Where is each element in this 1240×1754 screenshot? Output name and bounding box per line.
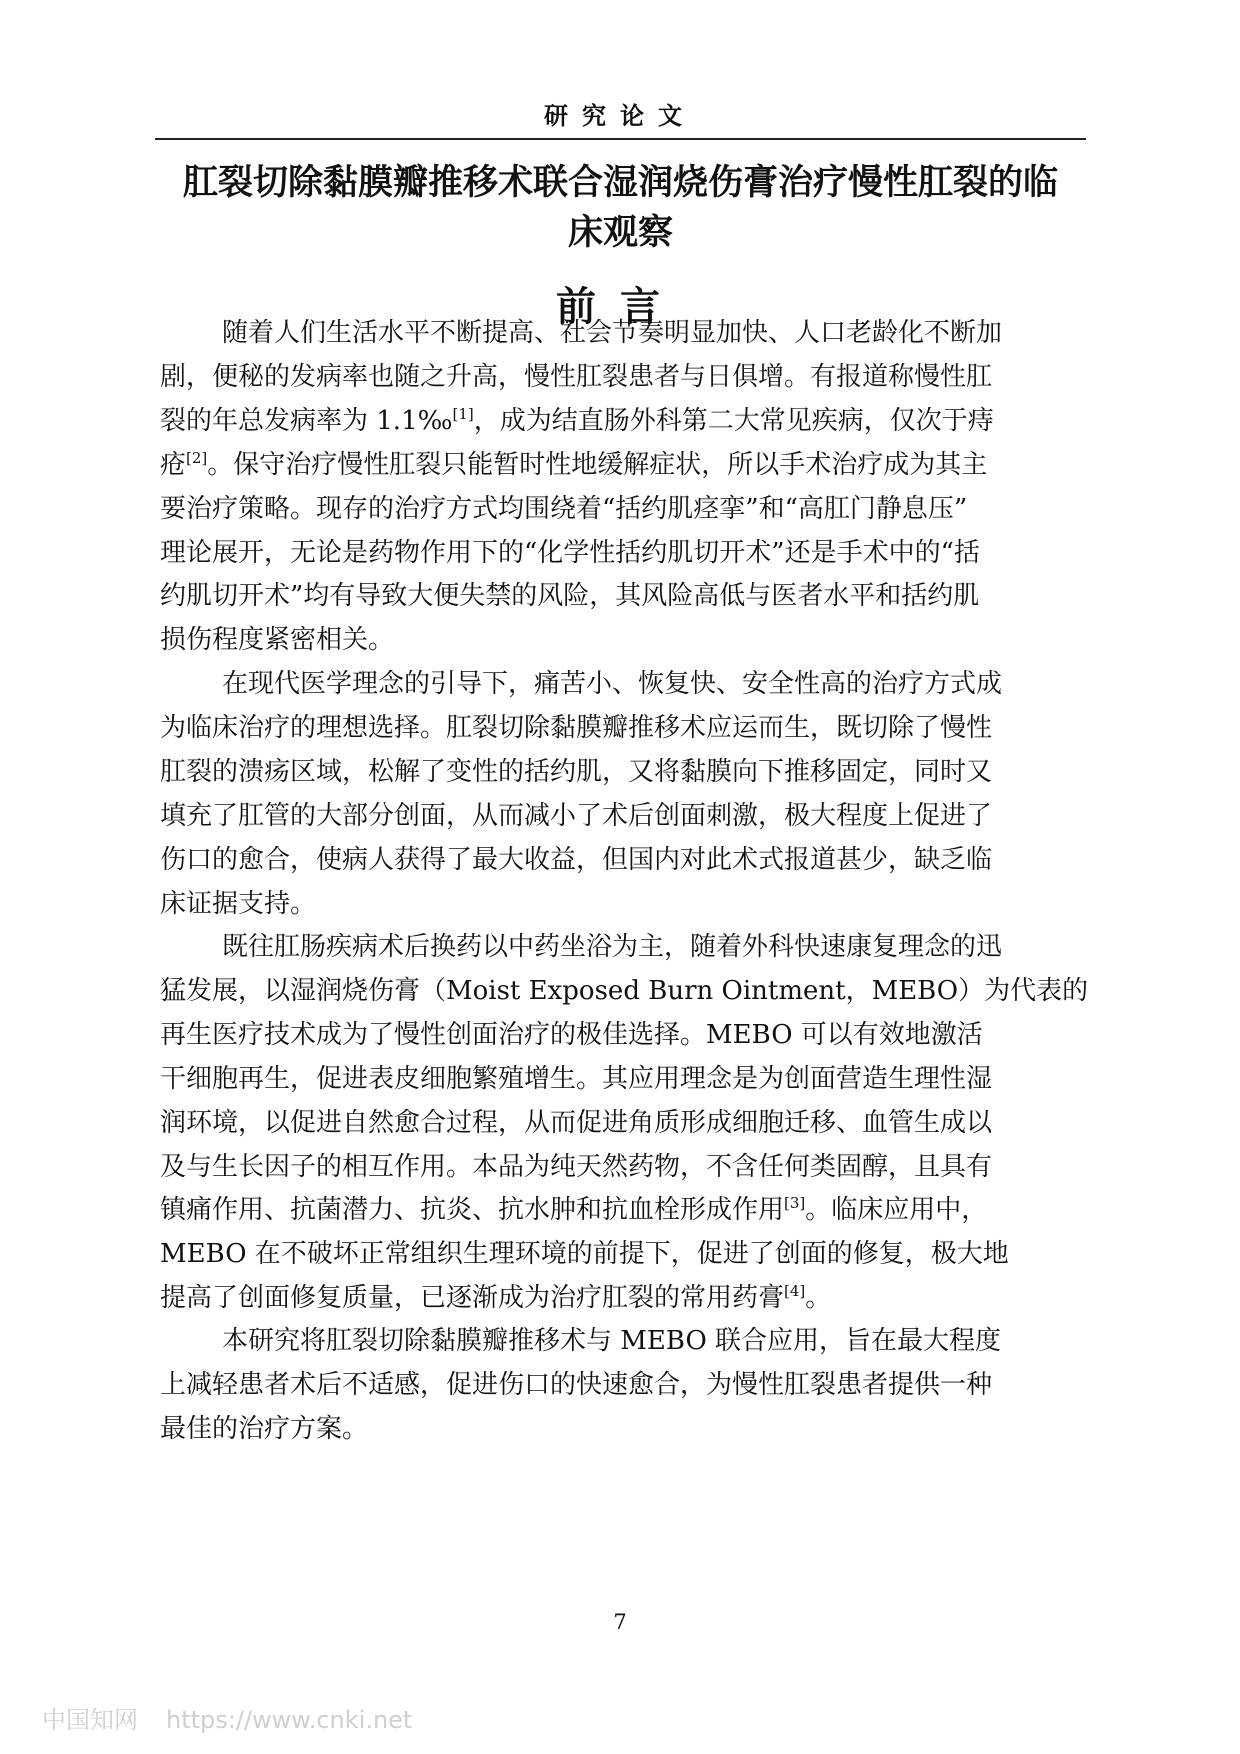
text-line: 剧，便秘的发病率也随之升高，慢性肛裂患者与日俱增。有报道称慢性肛: [160, 361, 993, 392]
text-line: 上减轻患者术后不适感，促进伤口的快速愈合，为慢性肛裂患者提供一种: [160, 1369, 993, 1400]
text-line: 伤口的愈合，使病人获得了最大收益，但国内对此术式报道甚少，缺乏临: [160, 844, 993, 875]
text-line: 干细胞再生，促进表皮细胞繁殖增生。其应用理念是为创面营造生理性湿: [160, 1063, 993, 1094]
watermark: [42, 1708, 412, 1732]
text-line: 最佳的治疗方案。: [160, 1413, 369, 1444]
text-line: 提高了创面修复质量，已逐渐成为治疗肛裂的常用药膏[4]。: [160, 1282, 832, 1314]
running-header: 研究论文: [544, 101, 696, 130]
title-line: 床观察: [567, 213, 673, 253]
text-line: 猛发展，以湿润烧伤膏（Moist Exposed Burn Ointment，MEBO）为代表的: [160, 975, 1089, 1006]
text-line: 肛裂的溃疡区域，松解了变性的括约肌，又将黏膜向下推移固定，同时又: [160, 756, 993, 787]
citation: [2]: [186, 448, 208, 467]
text-line: 镇痛作用、抗菌潜力、抗炎、抗水肿和抗血栓形成作用[3]。临床应用中，: [160, 1194, 988, 1226]
citation: [1]: [452, 404, 474, 423]
text-line: 及与生长因子的相互作用。本品为纯天然药物，不含任何类固醇，且具有: [160, 1151, 993, 1182]
text-line: 既往肛肠疾病术后换药以中药坐浴为主，随着外科快速康复理念的迅: [222, 932, 1003, 962]
text-line: 在现代医学理念的引导下，痛苦小、恢复快、安全性高的治疗方式成: [222, 669, 1003, 699]
page-number: 7: [613, 1610, 627, 1634]
citation: [3]: [784, 1194, 806, 1213]
paragraph-3: [160, 926, 1090, 1321]
text-line: 为临床治疗的理想选择。肛裂切除黏膜瓣推移术应运而生，既切除了慢性: [160, 712, 993, 743]
text-line: 润环境，以促进自然愈合过程，从而促进角质形成细胞迁移、血管生成以: [160, 1107, 993, 1138]
text-line: 本研究将肛裂切除黏膜瓣推移术与 MEBO 联合应用，旨在最大程度: [222, 1326, 1002, 1356]
title-line: 肛裂切除黏膜瓣推移术联合湿润烧伤膏治疗慢性肛裂的临: [182, 163, 1058, 203]
text-line: 约肌切开术”均有导致大便失禁的风险，其风险高低与医者水平和括约肌: [160, 581, 980, 612]
text-line: 床证据支持。: [160, 888, 317, 919]
text-line: 理论展开，无论是药物作用下的“化学性括约肌切开术”还是手术中的“括: [160, 537, 980, 568]
paper-title: [155, 158, 1086, 258]
text-line: 要治疗策略。现存的治疗方式均围绕着“括约肌痉挛”和“高肛门静息压”: [160, 493, 968, 524]
text-line: 再生医疗技术成为了慢性创面治疗的极佳选择。MEBO 可以有效地激活: [160, 1019, 983, 1050]
citation: [4]: [784, 1282, 806, 1301]
watermark-site: 中国知网: [42, 1706, 138, 1734]
text-line: 裂的年总发病率为 1.1‰[1]，成为结直肠外科第二大常见疾病，仅次于痔: [160, 404, 994, 436]
watermark-url: https://www.cnki.net: [166, 1706, 413, 1734]
header-rule: [155, 138, 1086, 140]
section-heading: 前言: [556, 284, 684, 330]
paragraph-2: [160, 663, 1090, 926]
text-line: 填充了肛管的大部分创面，从而减小了术后创面刺激，极大程度上促进了: [160, 800, 993, 831]
paragraph-4: [160, 1320, 1090, 1452]
text-line: 随着人们生活水平不断提高、社会节奏明显加快、人口老龄化不断加: [222, 318, 1003, 348]
text-line: 疮[2]。保守治疗慢性肛裂只能暂时性地缓解症状，所以手术治疗成为其主: [160, 448, 988, 480]
text-line: 损伤程度紧密相关。: [160, 625, 395, 656]
paragraph-1: [160, 312, 1090, 663]
text-line: MEBO 在不破坏正常组织生理环境的前提下，促进了创面的修复，极大地: [160, 1239, 1009, 1270]
